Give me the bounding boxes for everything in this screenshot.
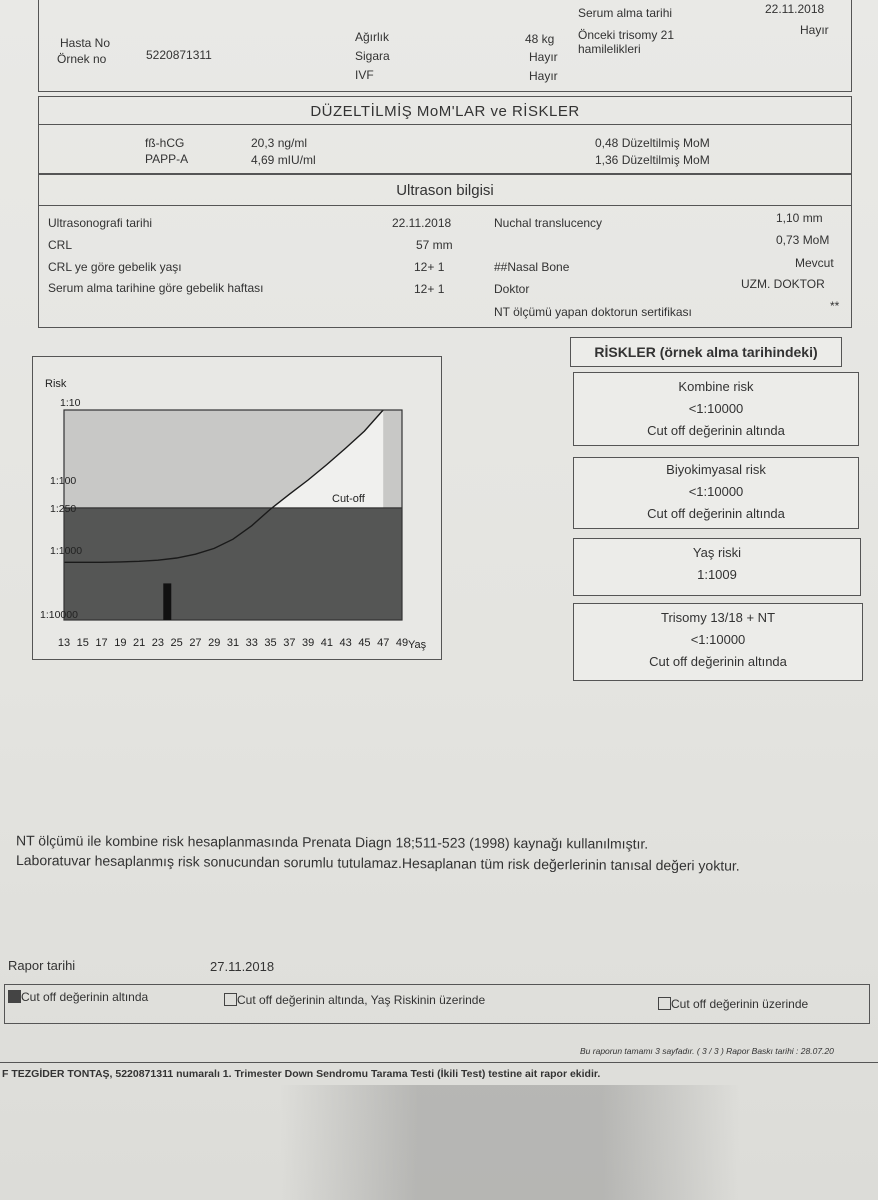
nt-label: Nuchal translucency [494, 216, 603, 230]
us-date-label: Ultrasonografi tarihi [48, 216, 153, 230]
legend-empty-box-icon-2 [658, 997, 671, 1010]
pappa-name: PAPP-A [145, 152, 189, 166]
us-date-value: 22.11.2018 [392, 216, 452, 230]
kombine-risk-name: Kombine risk [678, 379, 754, 394]
agirlik-label: Ağırlık [355, 30, 390, 44]
legend-item-3 [658, 997, 808, 1011]
doktor-value: UZM. DOKTOR [741, 277, 825, 291]
biyokimyasal-risk-name: Biyokimyasal risk [666, 462, 766, 477]
x-tick-label: 37 [283, 637, 296, 649]
trisomy-risk-note: Cut off değerinin altında [649, 654, 787, 669]
kombine-risk-value: <1:10000 [688, 401, 744, 416]
nasal-bone-label: ##Nasal Bone [494, 260, 570, 274]
ivf-value: Hayır [529, 69, 558, 83]
trisomy-risk-name: Trisomy 13/18 + NT [660, 610, 776, 625]
y-tick-label: 1:250 [50, 502, 77, 515]
sigara-label: Sigara [355, 49, 390, 63]
patient-age-marker [163, 583, 171, 620]
x-tick-label: 25 [170, 637, 183, 649]
hcg-mom: 0,48 Düzeltilmiş MoM [595, 136, 710, 150]
y-tick-label: 1:10 [60, 397, 81, 409]
ornek-no-label: Örnek no [57, 52, 107, 66]
x-tick-label: 47 [377, 637, 390, 649]
below-cutoff-area [64, 508, 402, 620]
x-tick-label: 41 [320, 637, 334, 649]
pappa-mom: 1,36 Düzeltilmiş MoM [595, 153, 710, 167]
x-tick-label: 33 [245, 637, 258, 649]
note-line-2: Laboratuvar hesaplanmış risk sonucundan sorumlu tutulamaz.Hesaplanan tüm risk değerlerinin tanısal değeri yoktur. [15, 852, 740, 874]
legend-item-2 [224, 993, 485, 1007]
x-tick-label: 31 [226, 637, 240, 649]
x-tick-label: 39 [301, 637, 315, 649]
cutoff-label: Cut-off [332, 492, 365, 505]
sigara-value: Hayır [529, 50, 558, 64]
crl-age-value: 12+ 1 [414, 260, 445, 274]
nt-value: 1,10 mm [776, 211, 823, 225]
serum-alma-value: 22.11.2018 [765, 2, 825, 16]
trisomy-risk-value: <1:10000 [690, 632, 746, 647]
x-tick-label: 49 [395, 637, 409, 649]
x-tick-label: 27 [189, 637, 202, 649]
hcg-name: fß-hCG [145, 136, 185, 150]
serum-week-value: 12+ 1 [414, 282, 445, 296]
crl-age-label: CRL ye göre gebelik yaşı [48, 260, 182, 274]
serum-alma-label: Serum alma tarihi [578, 6, 673, 20]
hcg-value: 20,3 ng/ml [251, 136, 308, 150]
x-tick-label: 45 [358, 637, 371, 649]
biyokimyasal-risk-value: <1:10000 [688, 484, 744, 499]
x-tick-label: 19 [114, 637, 127, 649]
ornek-no-value: 5220871311 [146, 48, 212, 62]
page-info: Bu raporun tamamı 3 sayfadır. ( 3 / 3 ) Rapor Baskı tarihi : 28.07.20 [580, 1046, 834, 1056]
photo-shadow [280, 1085, 740, 1200]
hasta-no-label: Hasta No [60, 36, 111, 50]
trisomy-risk-box [573, 603, 863, 681]
yas-riski-value: 1:1009 [697, 567, 737, 582]
rapor-tarihi-value: 27.11.2018 [210, 959, 275, 974]
note-line-1: NT ölçümü ile kombine risk hesaplanmasında Prenata Diagn 18;511-523 (1998) kaynağı kullanılmıştır. [15, 832, 649, 852]
onceki-trisomy-label-1: Önceki trisomy 21 [578, 28, 675, 42]
legend-item-1-label: Cut off değerinin altında [21, 990, 149, 1004]
serum-week-label: Serum alma tarihine göre gebelik haftası [48, 281, 264, 295]
legend-empty-box-icon [224, 993, 237, 1006]
biyokimyasal-risk-box [573, 457, 859, 529]
x-tick-label: 17 [95, 637, 108, 649]
x-tick-label: 29 [208, 637, 221, 649]
legend-filled-box-icon [8, 990, 21, 1003]
y-tick-label: 1:100 [50, 475, 77, 487]
x-tick-label: 21 [132, 637, 146, 649]
rapor-tarihi-label: Rapor tarihi [8, 958, 76, 973]
nt-cert-value: ** [830, 299, 840, 313]
nt-cert-label: NT ölçümü yapan doktorun sertifikası [494, 305, 692, 319]
onceki-trisomy-value: Hayır [800, 23, 829, 37]
x-tick-label: 43 [339, 637, 352, 649]
nt-mom-value: 0,73 MoM [776, 233, 830, 247]
ivf-label: IVF [355, 68, 374, 82]
yas-riski-name: Yaş riski [692, 545, 742, 560]
yas-riski-box [573, 538, 861, 596]
kombine-risk-box [573, 372, 859, 446]
crl-value: 57 mm [416, 238, 453, 252]
x-tick-label: 35 [264, 637, 277, 649]
footer-rule [0, 1062, 878, 1063]
legend-item-3-label: Cut off değerinin üzerinde [671, 997, 809, 1011]
legend-item-1 [8, 990, 148, 1004]
y-axis-label: Risk [45, 378, 67, 390]
mom-title: DÜZELTİLMİŞ MoM'LAR ve RİSKLER [310, 103, 580, 120]
agirlik-value: 48 kg [525, 32, 555, 46]
nasal-bone-value: Mevcut [795, 256, 834, 270]
y-tick-label: 1:10000 [40, 609, 78, 621]
legend-item-2-label: Cut off değerinin altında, Yaş Riskinin üzerinde [237, 993, 486, 1007]
x-tick-label: 23 [151, 637, 165, 649]
x-tick-label: 15 [76, 637, 89, 649]
crl-label: CRL [48, 238, 73, 252]
ultrason-title: Ultrason bilgisi [396, 182, 494, 199]
doktor-label: Doktor [494, 282, 530, 296]
risks-title: RİSKLER (örnek alma tarihindeki) [594, 344, 818, 360]
pappa-value: 4,69 mIU/ml [251, 153, 316, 167]
kombine-risk-note: Cut off değerinin altında [647, 423, 785, 438]
onceki-trisomy-label-2: hamilelikleri [578, 42, 641, 56]
biyokimyasal-risk-note: Cut off değerinin altında [647, 506, 785, 521]
y-tick-label: 1:1000 [50, 545, 83, 557]
footer-text: F TEZGİDER TONTAŞ, 5220871311 numaralı 1. Trimester Down Sendromu Tarama Testi (İkili Test) testine ait rapor ekidir. [2, 1068, 601, 1080]
x-axis-label: Yaş [408, 639, 427, 651]
x-tick-label: 13 [57, 637, 71, 649]
